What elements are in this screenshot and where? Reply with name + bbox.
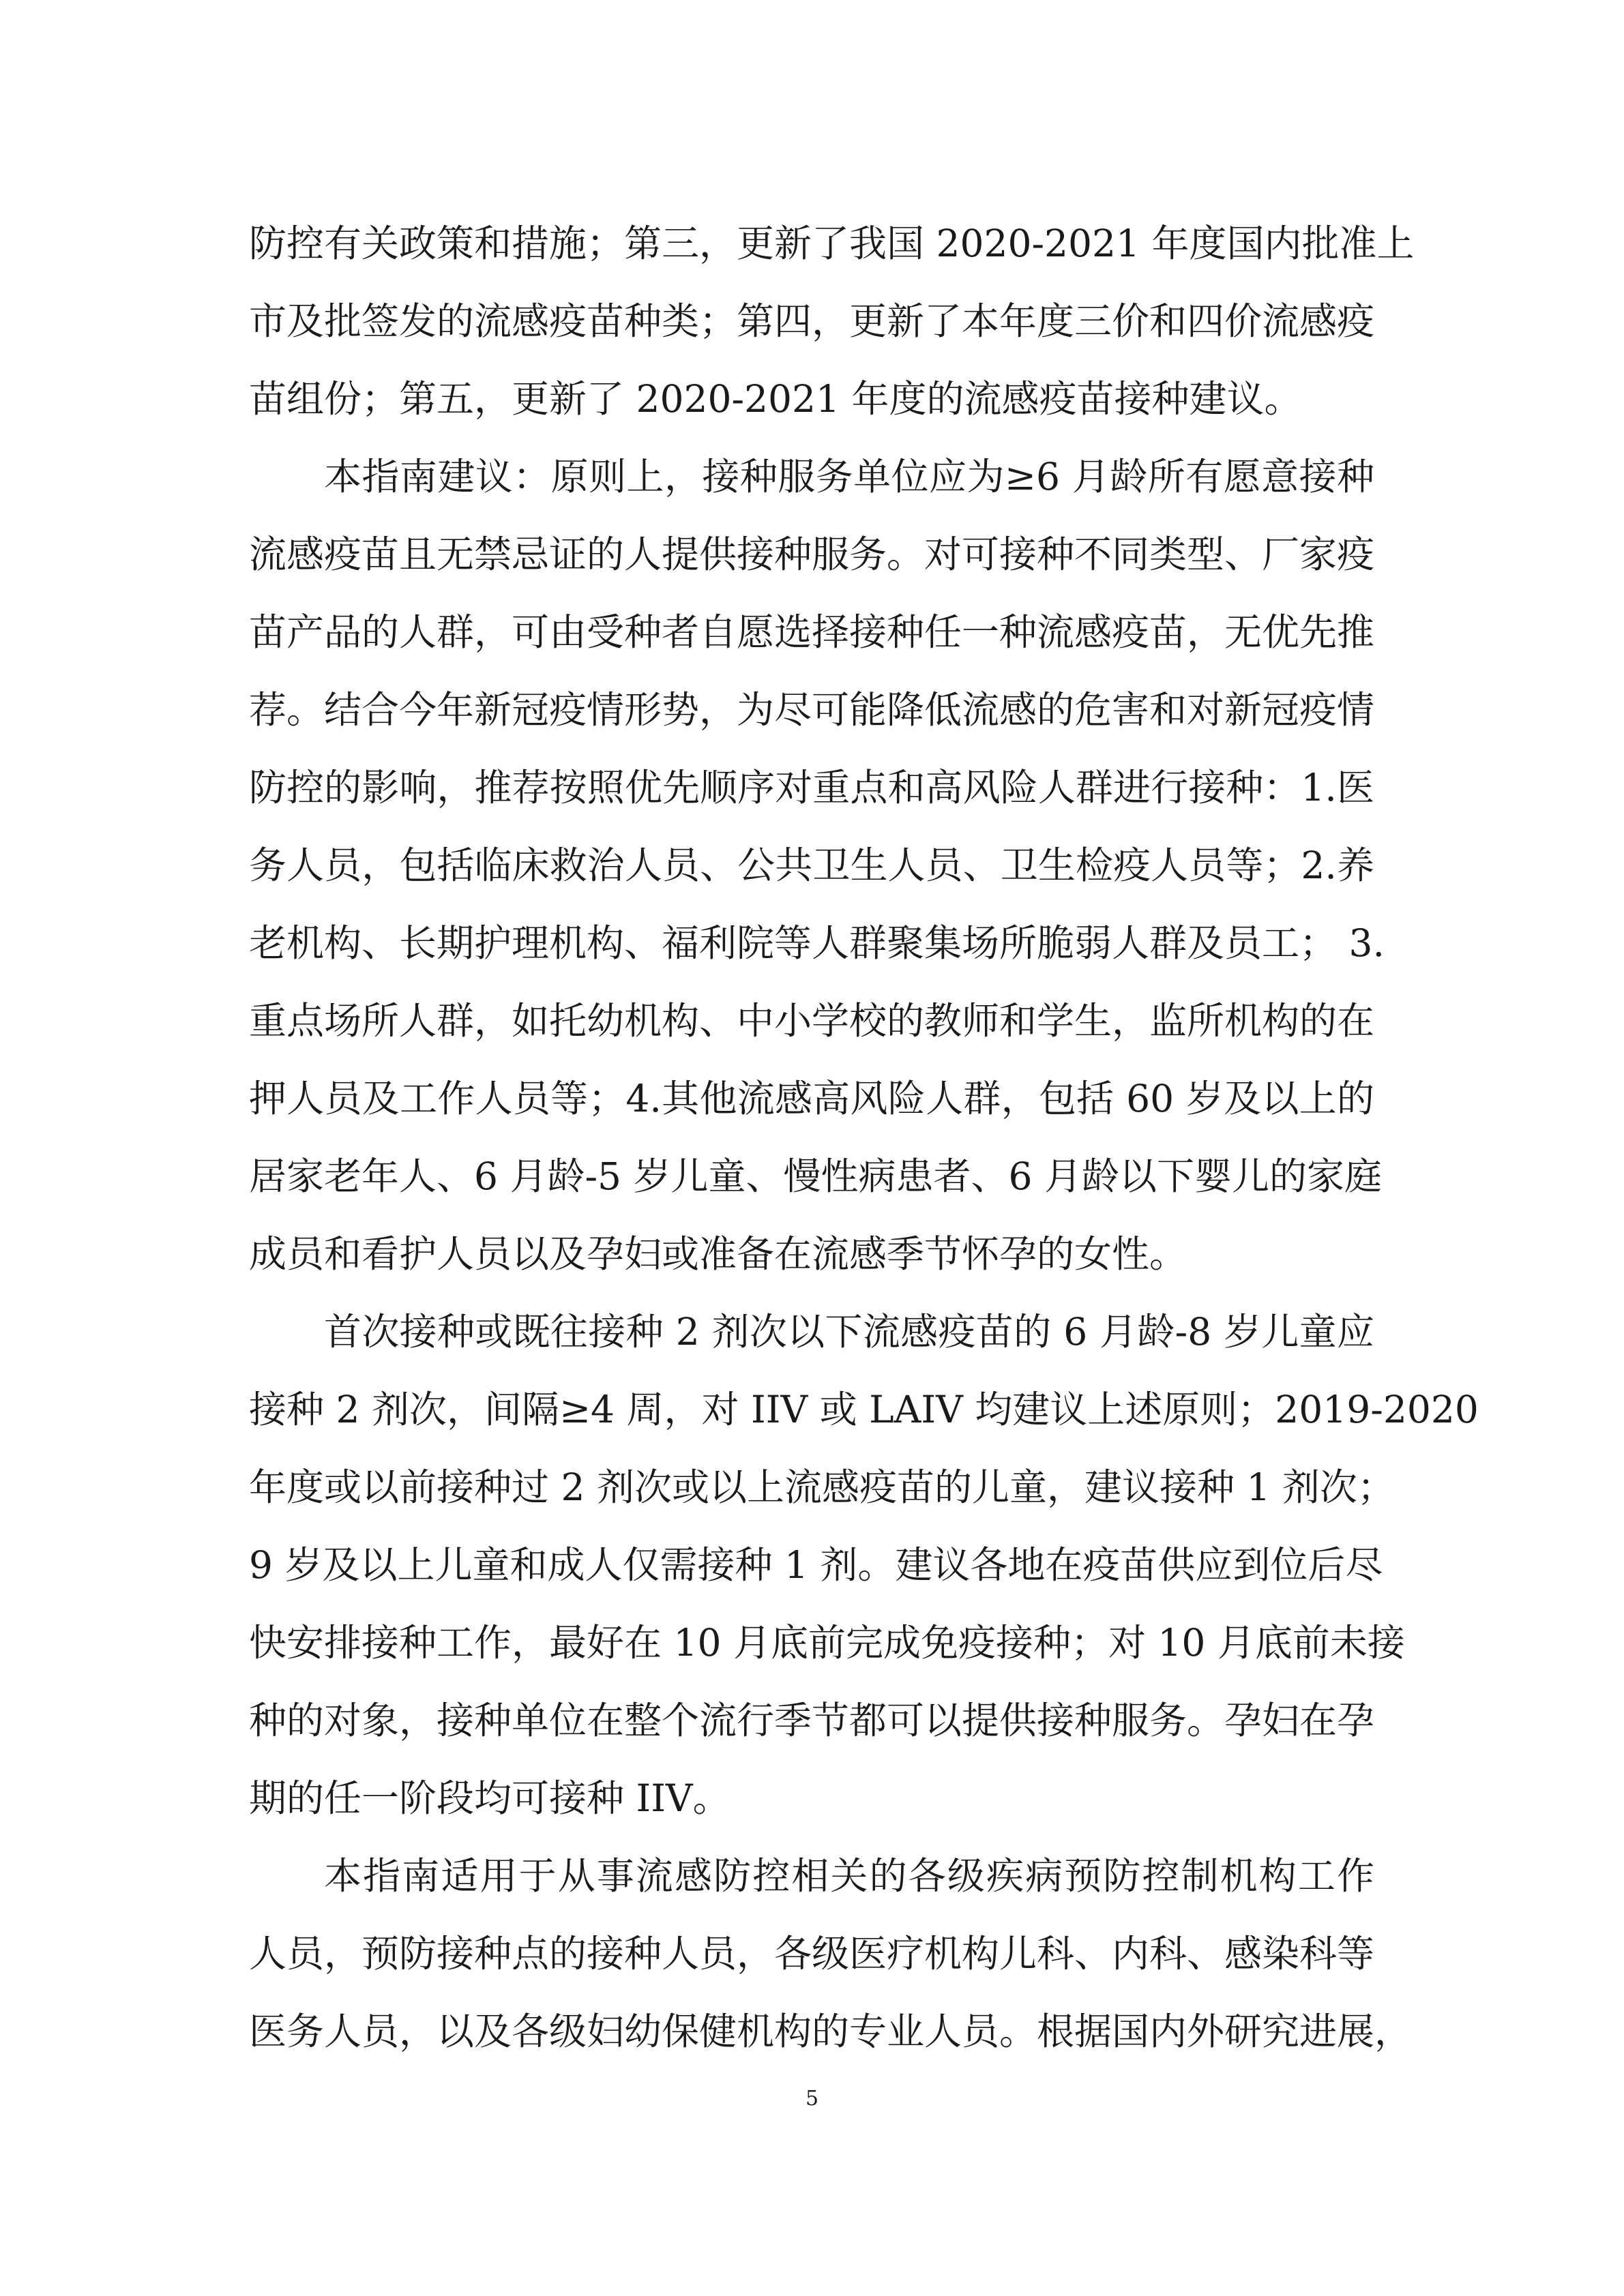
text-line: 接种 2 剂次，间隔≥4 周，对 IIV 或 LAIV 均建议上述原则；2019-2020 [249,1388,1479,1431]
text-line: 成员和看护人员以及孕妇或准备在流感季节怀孕的女性。 [249,1232,1187,1276]
text-line: 务人员，包括临床救治人员、公共卫生人员、卫生检疫人员等；2.养 [249,844,1374,887]
text-line: 首次接种或既往接种 2 剂次以下流感疫苗的 6 月龄-8 岁儿童应 [324,1310,1374,1354]
paragraph [249,1293,1479,1837]
text-line: 押人员及工作人员等；4.其他流感高风险人群，包括 60 岁及以上的 [249,1077,1374,1120]
paragraph [249,1837,1413,2070]
text-line: 9 岁及以上儿童和成人仅需接种 1 剂。建议各地在疫苗供应到位后尽 [249,1543,1383,1587]
text-line: 重点场所人群，如托幼机构、中小学校的教师和学生，监所机构的在 [249,999,1375,1043]
text-line: 居家老年人、6 月龄-5 岁儿童、慢性病患者、6 月龄以下婴儿的家庭 [249,1154,1383,1198]
text-line: 老机构、长期护理机构、福利院等人群聚集场所脆弱人群及员工； 3. [249,921,1385,965]
text-line: 荐。结合今年新冠疫情形势，为尽可能降低流感的危害和对新冠疫情 [249,688,1375,732]
text-line: 年度或以前接种过 2 剂次或以上流感疫苗的儿童，建议接种 1 剂次； [249,1465,1395,1509]
text-line: 苗产品的人群，可由受种者自愿选择接种任一种流感疫苗，无优先推 [249,610,1375,654]
text-line: 本指南适用于从事流感防控相关的各级疾病预防控制机构工作 [324,1854,1374,1898]
page-number: 5 [805,2087,819,2111]
text-line: 流感疫苗且无禁忌证的人提供接种服务。对可接种不同类型、厂家疫 [249,533,1375,576]
text-line: 快安排接种工作，最好在 10 月底前完成免疫接种；对 10 月底前未接 [249,1621,1405,1665]
text-line: 期的任一阶段均可接种 IIV。 [249,1776,730,1820]
text-line: 医务人员，以及各级妇幼保健机构的专业人员。根据国内外研究进展， [249,2010,1413,2053]
paragraph [249,438,1385,1293]
text-line: 种的对象，接种单位在整个流行季节都可以提供接种服务。孕妇在孕 [249,1699,1375,1742]
text-line: 市及批签发的流感疫苗种类；第四，更新了本年度三价和四价流感疫 [249,299,1375,343]
text-line: 苗组份；第五，更新了 2020-2021 年度的流感疫苗接种建议。 [249,377,1302,421]
body-text [249,205,1479,2070]
paragraph [249,205,1415,438]
text-line: 本指南建议：原则上，接种服务单位应为≥6 月龄所有愿意接种 [324,455,1374,498]
text-line: 防控的影响，推荐按照优先顺序对重点和高风险人群进行接种：1.医 [249,766,1374,809]
text-line: 防控有关政策和措施；第三，更新了我国 2020-2021 年度国内批准上 [249,222,1415,265]
text-line: 人员，预防接种点的接种人员，各级医疗机构儿科、内科、感染科等 [249,1932,1375,1976]
